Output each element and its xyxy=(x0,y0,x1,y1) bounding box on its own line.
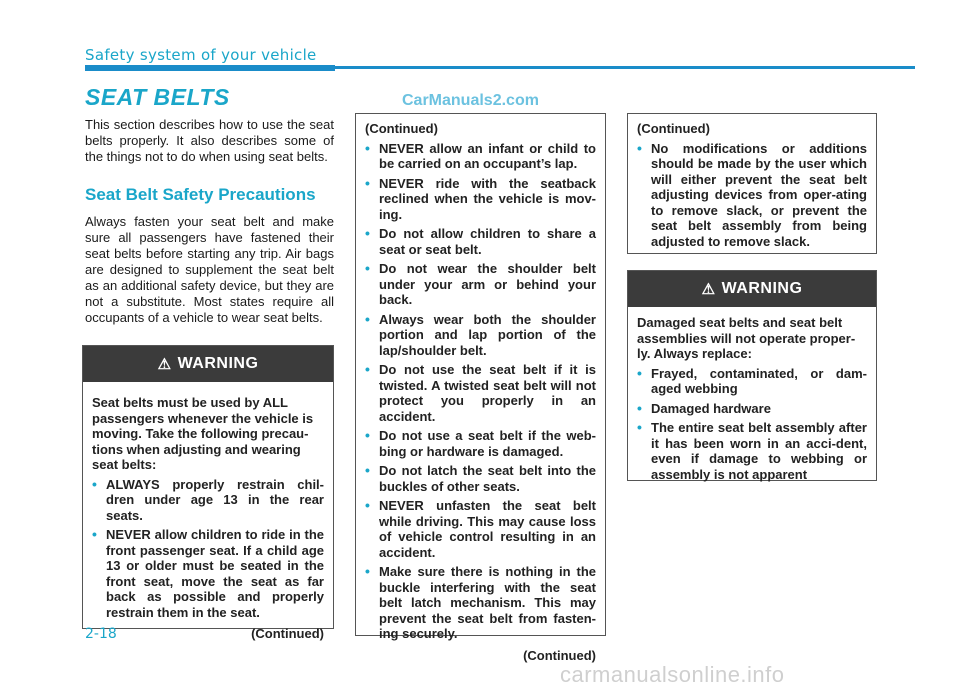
list-item: • The entire seat belt assembly after it has been worn in an acci-dent, even if damage to webbing or assembly is not apparent xyxy=(637,419,867,482)
section-title: SEAT BELTS xyxy=(85,84,230,110)
continued-box xyxy=(355,113,606,663)
list-item: • ALWAYS properly restrain chil-dren under age 13 in the rear seats. xyxy=(92,475,324,523)
list-item: • Damaged hardware xyxy=(637,399,771,416)
list-item: • No modifications or additions should be made by the user which will either prevent the seat belt adjusting devices from oper-ating to remove slack, or prevent the seat belt assembly from being adjusted to remove slack. xyxy=(637,139,867,249)
bullet-icon: • xyxy=(365,174,370,191)
continued-header: (Continued) xyxy=(637,121,710,136)
bullet-icon: • xyxy=(365,260,370,276)
list-item: • Always wear both the shoulder portion and lap portion of the lap/shoulder belt. xyxy=(365,310,596,358)
bullet-icon: • xyxy=(365,427,370,443)
subsection-paragraph: Always fasten your seat belt and make sure all passengers have fastened their seat belts before starting any trip. Air bags are designed to supplement the seat belt as an additional safety device, but they are not a substitute. Most states require all occupants of a vehicle to wear seat belts. xyxy=(85,214,334,325)
header-rule xyxy=(85,66,915,69)
warning-label: WARNING xyxy=(721,280,803,297)
list-item: • NEVER unfasten the seat belt while driving. This may cause loss of vehicle control resulting in an accident. xyxy=(365,497,596,560)
continued-label: (Continued) xyxy=(251,626,324,641)
bullet-icon: • xyxy=(92,526,97,542)
warning-intro: Damaged seat belts and seat belt assemblies will not operate proper-ly. Always replace: xyxy=(637,315,856,361)
warning-header xyxy=(83,346,333,382)
bullet-icon: • xyxy=(365,310,370,327)
warning-box-2 xyxy=(627,270,877,481)
bullet-icon: • xyxy=(365,462,370,478)
list-item: • Frayed, contaminated, or dam-aged webbing xyxy=(637,364,867,396)
bullet-icon: • xyxy=(637,364,642,381)
continued-box-2 xyxy=(627,113,877,254)
list-item: • NEVER ride with the seatback reclined when the vehicle is mov-ing. xyxy=(365,174,596,222)
bullet-icon: • xyxy=(637,419,642,435)
warning-triangle-icon: ⚠ xyxy=(701,281,716,298)
warning-header xyxy=(628,271,876,307)
bullet-icon: • xyxy=(637,139,642,156)
bullet-icon: • xyxy=(365,361,370,377)
continued-label: (Continued) xyxy=(523,647,596,663)
list-item: • Do not allow children to share a seat or seat belt. xyxy=(365,225,596,257)
list-item: • Do not latch the seat belt into the buckles of other seats. xyxy=(365,462,596,494)
page-number: 2-18 xyxy=(85,626,117,642)
warning-label: WARNING xyxy=(177,355,259,372)
subsection-title: Seat Belt Safety Precautions xyxy=(85,185,316,204)
bullet-icon: • xyxy=(365,563,370,579)
column-left xyxy=(85,117,334,326)
bullet-icon: • xyxy=(365,497,370,513)
bullet-icon: • xyxy=(637,399,642,416)
bullet-icon: • xyxy=(365,139,370,156)
list-item: • NEVER allow an infant or child to be carried on an occupant’s lap. xyxy=(365,139,596,171)
warning-intro: Seat belts must be used by ALL passengers whenever the vehicle is moving. Take the following precau-tions when adjusting and wearing seat belts: xyxy=(92,395,314,472)
list-item: • Do not use a seat belt if the web-bing or hardware is damaged. xyxy=(365,427,596,459)
watermark-top: CarManuals2.com xyxy=(402,92,539,109)
running-header: Safety system of your vehicle xyxy=(85,46,317,64)
intro-paragraph: This section describes how to use the seat belts properly. It also describes some of the things not to do when using seat belts. xyxy=(85,117,334,164)
list-item: • Do not wear the shoulder belt under your arm or behind your back. xyxy=(365,260,596,307)
bullet-icon: • xyxy=(365,225,370,241)
list-item: • NEVER allow children to ride in the front passenger seat. If a child age 13 or older must be seated in the front seat, move the seat as far back as possible and properly restrain them in the seat. xyxy=(92,526,324,620)
warning-triangle-icon: ⚠ xyxy=(157,356,172,373)
list-item: • Make sure there is nothing in the buckle interfering with the seat belt latch mechanism. This may prevent the seat belt from fasten-ing securely. xyxy=(365,563,596,641)
list-item: • Do not use the seat belt if it is twisted. A twisted seat belt will not protect you properly in an accident. xyxy=(365,361,596,424)
continued-header: (Continued) xyxy=(365,121,438,136)
watermark-bottom: carmanualsonline.info xyxy=(560,662,785,687)
bullet-icon: • xyxy=(92,475,97,492)
